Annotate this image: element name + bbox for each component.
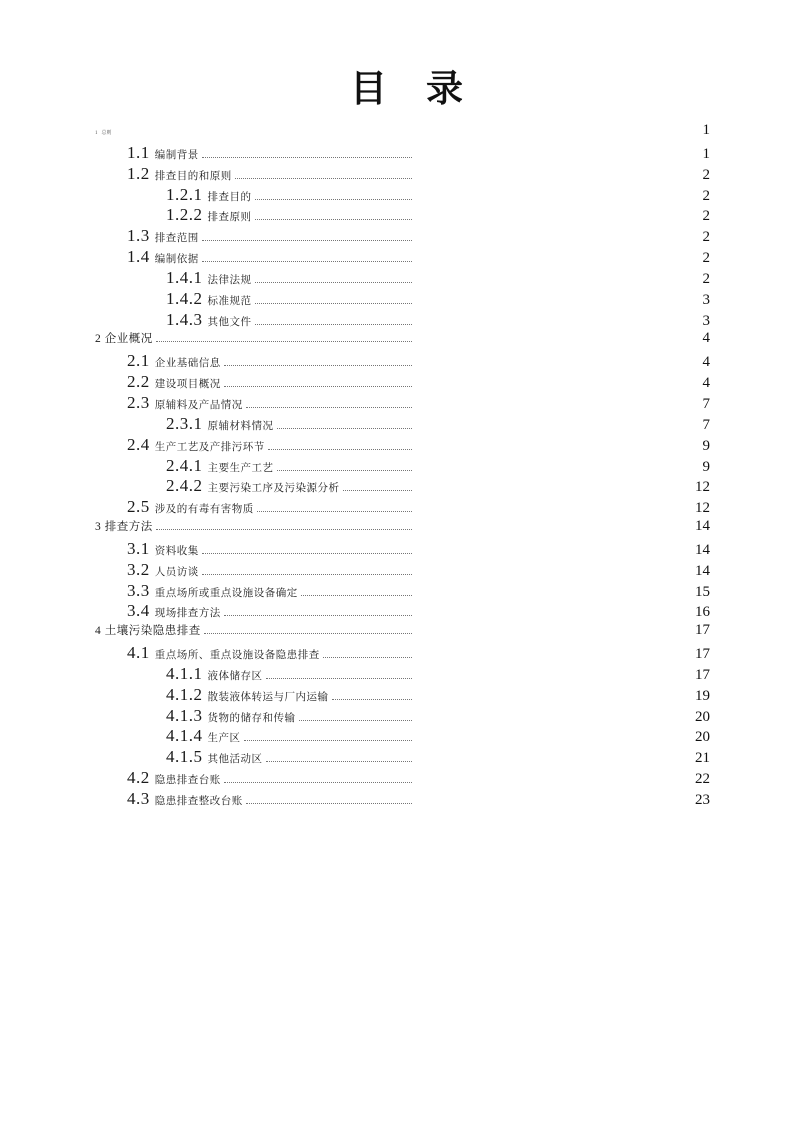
- toc-entry-page: 15: [695, 583, 710, 600]
- toc-entry[interactable]: [95, 768, 710, 789]
- toc-entry-number: 1.4: [127, 247, 150, 267]
- toc-entry-text: [95, 622, 412, 638]
- toc-entry-page: 20: [695, 729, 710, 746]
- toc-entry[interactable]: [95, 435, 710, 456]
- toc-entry-number: 1.4.3: [166, 309, 203, 329]
- toc-entry-number: 1.4.2: [166, 288, 203, 308]
- dot-leader: [301, 595, 412, 596]
- toc-entry-label: 编制依据: [154, 254, 199, 266]
- toc-entry-text: [95, 330, 412, 346]
- toc-entry-text: [95, 185, 412, 205]
- toc-entry-page: 2: [702, 166, 710, 183]
- toc-entry-number: 2.3: [127, 392, 150, 412]
- toc-entry[interactable]: [95, 726, 710, 747]
- dot-leader: [299, 720, 413, 721]
- toc-entry-page: 9: [702, 458, 710, 475]
- toc-entry[interactable]: [95, 310, 710, 331]
- toc-entry-label: 主要生产工艺: [207, 462, 274, 474]
- toc-entry-page: 9: [702, 437, 710, 454]
- toc-entry-page: 22: [695, 771, 710, 788]
- dot-leader: [246, 803, 412, 804]
- dot-leader: [224, 365, 412, 366]
- toc-entry-number: 4.3: [127, 789, 150, 808]
- toc-entry-number: 4: [95, 625, 101, 638]
- toc-entry-page: 7: [702, 395, 710, 412]
- dot-leader: [202, 574, 412, 575]
- toc-entry-page: 12: [695, 479, 710, 496]
- toc-entry-text: [95, 456, 412, 476]
- toc-entry-text: [95, 726, 412, 746]
- toc-entry-label: 重点场所、重点设施设备隐患排查: [154, 650, 320, 662]
- dot-leader: [343, 490, 413, 491]
- toc-entry-text: [95, 372, 412, 392]
- dot-leader: [224, 386, 412, 387]
- dot-leader: [255, 219, 413, 220]
- toc-entry-number: 2.2: [127, 372, 150, 392]
- toc-entry-label: 其他文件: [207, 316, 252, 328]
- toc-entry-page: 4: [702, 375, 710, 392]
- toc-entry-page: 16: [695, 604, 710, 621]
- toc-entry-label: 生产工艺及产排污环节: [154, 441, 265, 453]
- toc-entry-number: 1: [95, 131, 98, 136]
- toc-entry-text: [95, 601, 412, 621]
- toc-entry[interactable]: [95, 247, 710, 268]
- toc-entry-number: 1.1: [127, 142, 150, 162]
- toc-entry[interactable]: [95, 643, 710, 664]
- toc-entry[interactable]: [95, 706, 710, 727]
- toc-entry[interactable]: [95, 747, 710, 768]
- toc-entry-number: 3.3: [127, 580, 150, 600]
- toc-entry-label: 建设项目概况: [154, 379, 221, 391]
- toc-entry-label: 其他活动区: [207, 754, 263, 766]
- dot-leader: [202, 157, 412, 158]
- toc-entry-number: 3.4: [127, 601, 150, 621]
- toc-entry-text: [95, 581, 412, 601]
- toc-entry[interactable]: [95, 476, 710, 497]
- toc-entry-text: [95, 268, 412, 288]
- toc-entry-text: [95, 226, 412, 246]
- dot-leader: [235, 178, 412, 179]
- toc-entry-text: [95, 164, 412, 184]
- toc-entry-page: 2: [702, 229, 710, 246]
- toc-entry[interactable]: [95, 664, 710, 685]
- toc-entry-page: 12: [695, 500, 710, 517]
- toc-entry-number: 4.1.5: [166, 747, 203, 767]
- toc-entry-number: 1.4.1: [166, 267, 203, 287]
- dot-leader: [224, 615, 412, 616]
- toc-entry-text: [95, 289, 412, 309]
- toc-entry-label: 原辅料及产品情况: [154, 399, 243, 411]
- dot-leader: [224, 782, 412, 783]
- toc-entry-text: [95, 539, 412, 559]
- toc-entry-label: 隐患排查整改台账: [154, 796, 243, 807]
- toc-entry-text: [95, 768, 412, 788]
- toc-entry-page: 2: [702, 250, 710, 267]
- toc-entry-text: [95, 476, 412, 496]
- toc-entry-label: 涉及的有毒有害物质: [154, 504, 254, 516]
- dot-leader: [204, 633, 412, 634]
- toc-entry-number: 4.1.3: [166, 705, 203, 725]
- toc-entry[interactable]: [95, 789, 710, 810]
- toc-entry-text: [95, 247, 412, 267]
- toc-entry-label: 货物的储存和传输: [207, 712, 296, 724]
- toc-entry-page: 4: [702, 354, 710, 371]
- toc-entry-number: 1.2.2: [166, 205, 203, 225]
- toc-entry[interactable]: [95, 372, 710, 393]
- toc-entry-text: [95, 789, 412, 809]
- toc-entry-page: 1: [702, 122, 710, 138]
- toc-entry-number: 3.2: [127, 559, 150, 579]
- toc-entry[interactable]: [95, 289, 710, 310]
- dot-leader: [277, 428, 413, 429]
- dot-leader: [202, 261, 412, 262]
- toc-entry-label: 编制背景: [154, 149, 199, 161]
- toc-entry-number: 1.2: [127, 163, 150, 183]
- toc-entry[interactable]: [95, 351, 710, 372]
- dot-leader: [277, 470, 413, 471]
- toc-entry-text: [95, 129, 412, 136]
- toc-entry-text: [95, 205, 412, 225]
- toc-entry-label: 现场排查方法: [154, 608, 221, 620]
- toc-entry-page: 21: [695, 750, 710, 767]
- toc-entry-label: 人员访谈: [154, 566, 199, 578]
- toc-entry-page: 4: [702, 330, 710, 347]
- toc-entry-label: 土壤污染隐患排查: [104, 625, 201, 638]
- toc-entry[interactable]: [95, 539, 710, 560]
- toc-entry-label: 排查方法: [104, 521, 153, 534]
- toc-entry-text: [95, 351, 412, 371]
- toc-entry-text: [95, 706, 412, 726]
- toc-entry-label: 企业概况: [104, 333, 153, 346]
- toc-entry-text: [95, 685, 412, 705]
- toc-entry-page: 20: [695, 708, 710, 725]
- toc-entry-page: 17: [695, 646, 710, 663]
- dot-leader: [255, 324, 413, 325]
- toc-entry[interactable]: [95, 456, 710, 477]
- toc-entry-page: 17: [695, 666, 710, 683]
- toc-entry-page: 17: [695, 622, 710, 639]
- dot-leader: [323, 657, 412, 658]
- toc-entry-number: 2.5: [127, 497, 150, 517]
- toc-entry-text: [95, 747, 412, 767]
- toc-entry-label: 标准规范: [207, 295, 252, 307]
- toc-entry-label: 排查范围: [154, 233, 199, 245]
- toc-entry-label: 总则: [101, 131, 112, 136]
- toc-entry-page: 2: [702, 187, 710, 204]
- toc-entry-label: 散装液体转运与厂内运输: [207, 691, 329, 703]
- toc-entry-number: 4.1.4: [166, 726, 203, 746]
- toc-entry[interactable]: [95, 581, 710, 602]
- toc-entry-page: 3: [702, 312, 710, 329]
- toc-entry-text: [95, 435, 412, 455]
- toc-entry-text: [95, 518, 412, 534]
- toc-entry-number: 2.4.1: [166, 455, 203, 475]
- dot-leader: [266, 678, 413, 679]
- toc-entry-page: 3: [702, 291, 710, 308]
- toc-entry-label: 生产区: [207, 733, 241, 745]
- toc-entry-page: 23: [695, 792, 710, 808]
- toc-entry-label: 隐患排查台账: [154, 775, 221, 787]
- toc-entry[interactable]: [95, 330, 710, 351]
- dot-leader: [202, 553, 412, 554]
- toc-entry-number: 3: [95, 521, 101, 534]
- toc-entry[interactable]: [95, 205, 710, 226]
- page-title: 目 录: [350, 69, 464, 110]
- toc-entry-label: 排查目的: [207, 191, 252, 203]
- toc-entry-label: 液体储存区: [207, 670, 263, 682]
- dot-leader: [255, 199, 413, 200]
- toc-entry[interactable]: [95, 143, 710, 164]
- toc-entry-number: 4.1.1: [166, 663, 203, 683]
- toc-entry-number: 2.4.2: [166, 476, 203, 496]
- toc-entry-page: 14: [695, 541, 710, 558]
- toc-entry[interactable]: [95, 185, 710, 206]
- toc-entry-page: 14: [695, 562, 710, 579]
- toc-entry[interactable]: [95, 685, 710, 706]
- toc-entry[interactable]: [95, 393, 710, 414]
- toc-entry-page: 19: [695, 687, 710, 704]
- toc-entry[interactable]: [95, 226, 710, 247]
- dot-leader: [255, 303, 413, 304]
- toc-entry-number: 2.1: [127, 351, 150, 371]
- dot-leader: [268, 449, 412, 450]
- toc-entry-text: [95, 414, 412, 434]
- dot-leader: [332, 699, 413, 700]
- toc-entry-number: 1.2.1: [166, 184, 203, 204]
- toc-entry-page: 2: [702, 208, 710, 225]
- toc-entry-text: [95, 643, 412, 663]
- toc-entry-label: 法律法规: [207, 274, 252, 286]
- toc-entry[interactable]: [95, 622, 710, 643]
- toc-entry-label: 排查目的和原则: [154, 170, 232, 182]
- toc-entry[interactable]: [95, 164, 710, 185]
- toc-entry-text: [95, 310, 412, 330]
- toc-entry-label: 企业基础信息: [154, 358, 221, 370]
- dot-leader: [266, 761, 413, 762]
- toc-entry-text: [95, 497, 412, 517]
- dot-leader: [156, 529, 412, 530]
- toc-entry-text: [95, 143, 412, 163]
- toc-entry[interactable]: [95, 497, 710, 518]
- toc-entry-page: 1: [702, 145, 710, 162]
- toc-entry-text: [95, 393, 412, 413]
- toc-entry[interactable]: [95, 414, 710, 435]
- toc-entry-text: [95, 664, 412, 684]
- dot-leader: [255, 282, 413, 283]
- dot-leader: [246, 407, 412, 408]
- toc-entry-label: 排查原则: [207, 212, 252, 224]
- toc-entry-page: 2: [702, 270, 710, 287]
- toc-entry-label: 原辅材料情况: [207, 420, 274, 432]
- toc-entry-number: 2: [95, 333, 101, 346]
- toc-entry[interactable]: [95, 122, 710, 143]
- toc-entry-number: 1.3: [127, 226, 150, 246]
- toc-entry[interactable]: [95, 560, 710, 581]
- toc-entry[interactable]: [95, 601, 710, 622]
- dot-leader: [244, 740, 413, 741]
- toc-entry-number: 2.4: [127, 434, 150, 454]
- toc-entry-label: 重点场所或重点设施设备确定: [154, 587, 298, 599]
- toc-entry-number: 2.3.1: [166, 413, 203, 433]
- dot-leader: [156, 341, 412, 342]
- toc-list: [95, 122, 710, 810]
- toc-entry-number: 4.2: [127, 768, 150, 788]
- toc-entry-number: 4.1.2: [166, 684, 203, 704]
- toc-entry-page: 14: [695, 518, 710, 535]
- toc-entry-number: 3.1: [127, 538, 150, 558]
- toc-entry[interactable]: [95, 518, 710, 539]
- toc-entry-label: 主要污染工序及污染源分析: [207, 483, 340, 495]
- dot-leader: [257, 511, 412, 512]
- toc-entry-label: 资料收集: [154, 545, 199, 557]
- toc-entry-page: 7: [702, 416, 710, 433]
- dot-leader: [202, 240, 412, 241]
- toc-entry[interactable]: [95, 268, 710, 289]
- toc-entry-text: [95, 560, 412, 580]
- toc-entry-number: 4.1: [127, 643, 150, 663]
